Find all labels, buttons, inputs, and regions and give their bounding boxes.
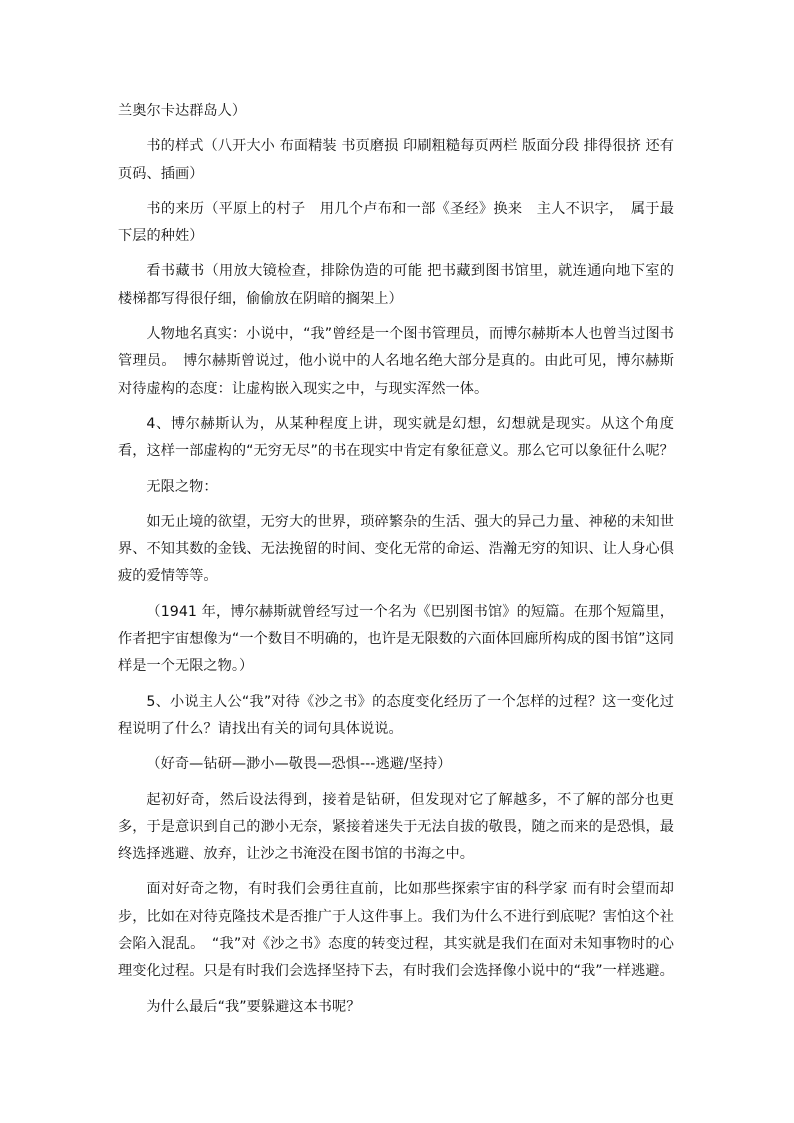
paragraph-real-names: 人物地名真实：小说中，“我”曾经是一个图书管理员，而博尔赫斯本人也曾当过图书管理员。 博尔赫斯曾说过，他小说中的人名地名绝大部分是真的。由此可见，博尔赫斯对待虚构的态度：让虚构嵌入现实之中，与现实浑然一体。 xyxy=(118,326,674,397)
paragraph-question-5: 5、小说主人公“我”对待《沙之书》的态度变化经历了一个怎样的过程？这一变化过程说明了什么？请找出有关的词句具体说说。 xyxy=(118,693,674,737)
paragraph-final-question: 为什么最后“我”要躲避这本书呢？ xyxy=(146,998,361,1015)
paragraph-babel-library: （1941 年，博尔赫斯就曾经写过一个名为《巴别图书馆》的短篇。在那个短篇里，作者把宇宙想像为“一个数目不明确的，也许是无限数的六面体回廊所构成的图书馆”这同样是一个无限之物。） xyxy=(118,603,674,675)
paragraph-infinite-things-list: 如无止境的欲望，无穷大的世界，琐碎繁杂的生活、强大的异己力量、神秘的未知世界、不知其数的金钱、无法挽留的时间、变化无常的命运、浩瀚无穷的知识、让人身心俱疲的爱情等等。 xyxy=(118,513,674,585)
document-body xyxy=(118,98,674,1021)
paragraph-attitude-sequence: （好奇—钻研—渺小—敬畏—恐惧---逃避/坚持） xyxy=(146,756,452,773)
paragraph-reading-hiding: 看书藏书（用放大镜检查，排除伪造的可能 把书藏到图书馆里，就连通向地下室的楼梯都写得很仔细，偷偷放在阴暗的搁架上） xyxy=(118,263,674,307)
paragraph-book-origin: 书的来历（平原上的村子 用几个卢布和一部《圣经》换来 主人不识字， 属于最下层的种姓） xyxy=(118,200,674,245)
paragraph-book-style: 书的样式（八开大小 布面精装 书页磨损 印刷粗糙每页两栏 版面分段 排得很挤 还有页码、插画） xyxy=(118,138,674,182)
paragraph-continuation: 兰奥尔卡达群岛人） xyxy=(118,103,247,119)
paragraph-infinite-things-heading: 无限之物： xyxy=(146,478,218,495)
paragraph-facing-curiosity: 面对好奇之物，有时我们会勇往直前，比如那些探索宇宙的科学家 而有时会望而却步，比如在对待克隆技术是否推广于人这件事上。我们为什么不进行到底呢？害怕这个社会陷入混乱。 “我”对《沙之书》态度的转变过程，其实就是我们在面对未知事物时的心理变化过程。只是有时我们会选择坚持下去，有时我们会选择像小说中的“我”一样逃避。 xyxy=(118,881,674,980)
paragraph-attitude-explanation: 起初好奇，然后设法得到，接着是钻研，但发现对它了解越多，不了解的部分也更多，于是意识到自己的渺小无奈，紧接着迷失于无法自拔的敬畏，随之而来的是恐惧，最终选择逃避、放弃，让沙之书淹没在图书馆的书海之中。 xyxy=(118,791,674,863)
paragraph-question-4: 4、博尔赫斯认为，从某种程度上讲，现实就是幻想，幻想就是现实。从这个角度看，这样一部虚构的“无穷无尽”的书在现实中肯定有象征意义。那么它可以象征什么呢？ xyxy=(118,415,674,460)
